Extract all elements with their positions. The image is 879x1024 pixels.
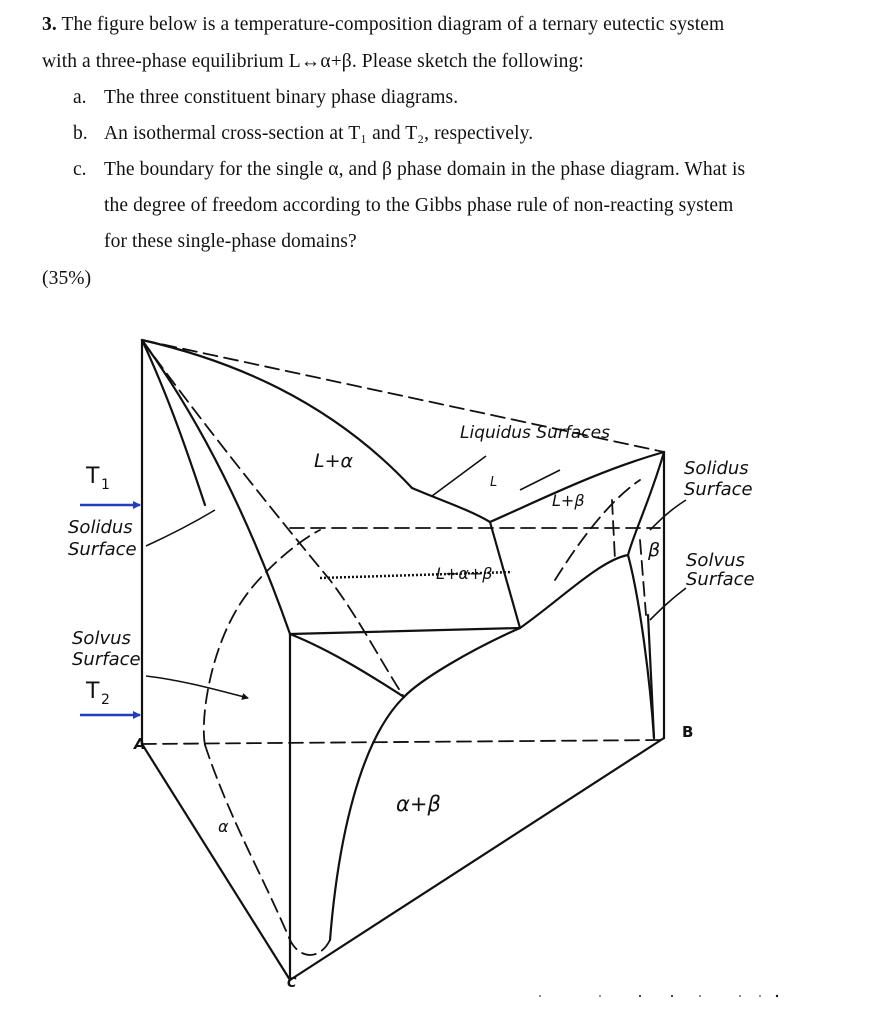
label-solidus-left-2: Surface <box>68 539 137 560</box>
leader-solidus-right <box>650 500 686 530</box>
alpha-beta-boundary <box>404 628 520 697</box>
ternary-phase-diagram <box>0 300 879 1024</box>
dashed-curve-c <box>205 745 330 955</box>
liquidus-curve-alpha <box>142 340 412 488</box>
label-solvus-left-1: Solvus <box>72 628 131 649</box>
label-beta: β <box>648 539 661 561</box>
item-a-letter: a. <box>73 87 87 108</box>
label-alpha: α <box>218 817 229 836</box>
label-t1-sub: 1 <box>101 477 110 493</box>
label-solvus-left-2: Surface <box>72 649 141 670</box>
label-t2-sub: 2 <box>101 692 110 708</box>
question-line-1 <box>42 13 724 37</box>
scan-artifacts <box>539 995 778 997</box>
leader-solvus-right <box>650 588 686 620</box>
item-b-text: An isothermal cross-section at T₁ and T₂, respectively. <box>104 123 534 144</box>
base-c-b <box>290 738 664 980</box>
leader-solidus-left <box>146 510 215 546</box>
item-b-letter: b. <box>73 123 88 144</box>
leader-liquidus-l-beta <box>520 470 560 490</box>
eutectic-plane-right <box>520 555 628 628</box>
label-solidus-right-1: Solidus <box>684 458 749 479</box>
label-solidus-left-1: Solidus <box>68 517 133 538</box>
label-l-alpha-beta: L+α+β <box>436 564 493 583</box>
item-a-text: The three constituent binary phase diagrams. <box>104 87 459 108</box>
label-solidus-right-2: Surface <box>684 479 753 500</box>
eutectic-valley-left <box>412 488 490 522</box>
liquidus-b-curve <box>490 452 664 522</box>
dashed-right-vert <box>612 500 615 560</box>
question-points: (35%) <box>42 268 92 289</box>
eutectic-plane-left <box>290 628 520 634</box>
label-t1: T <box>86 464 100 489</box>
leader-liquidus-l-alpha <box>432 456 486 496</box>
item-c-text-1: The boundary for the single α, and β phase domain in the phase diagram. What is <box>104 159 746 180</box>
t2-isotherm <box>142 740 664 744</box>
question-line-2: with a three-phase equilibrium L↔α+β. Please sketch the following: <box>42 51 584 72</box>
label-solvus-right-2: Surface <box>686 569 755 590</box>
item-c-letter: c. <box>73 159 87 180</box>
base-a-c <box>142 744 290 980</box>
label-l-plus-alpha: L+α <box>314 450 354 472</box>
dashed-right-vert2 <box>640 540 646 615</box>
label-liquidus-surfaces: Liquidus Surfaces <box>460 423 610 443</box>
label-l-plus-beta: L+β <box>552 491 585 510</box>
item-c-text-3: for these single-phase domains? <box>104 231 357 252</box>
label-corner-c: C <box>287 976 297 991</box>
label-corner-b: B <box>682 723 694 741</box>
label-l: L <box>490 475 498 490</box>
question-number: 3. <box>42 14 57 35</box>
label-corner-a: A <box>134 735 146 753</box>
label-t2: T <box>86 679 100 704</box>
item-c-text-2: the degree of freedom according to the Gibbs phase rule of non-reacting system <box>104 195 734 216</box>
leader-solvus-left <box>146 676 248 698</box>
label-alpha-plus-beta: α+β <box>396 792 441 816</box>
question-text-1: The figure below is a temperature-composition diagram of a ternary eutectic system <box>61 14 725 35</box>
dashed-diagonal-ac <box>142 340 404 697</box>
valley-to-eutectic <box>490 522 520 628</box>
solvus-curve-c <box>330 697 404 940</box>
solvus-alpha <box>290 634 404 697</box>
label-solvus-right-1: Solvus <box>686 550 745 571</box>
